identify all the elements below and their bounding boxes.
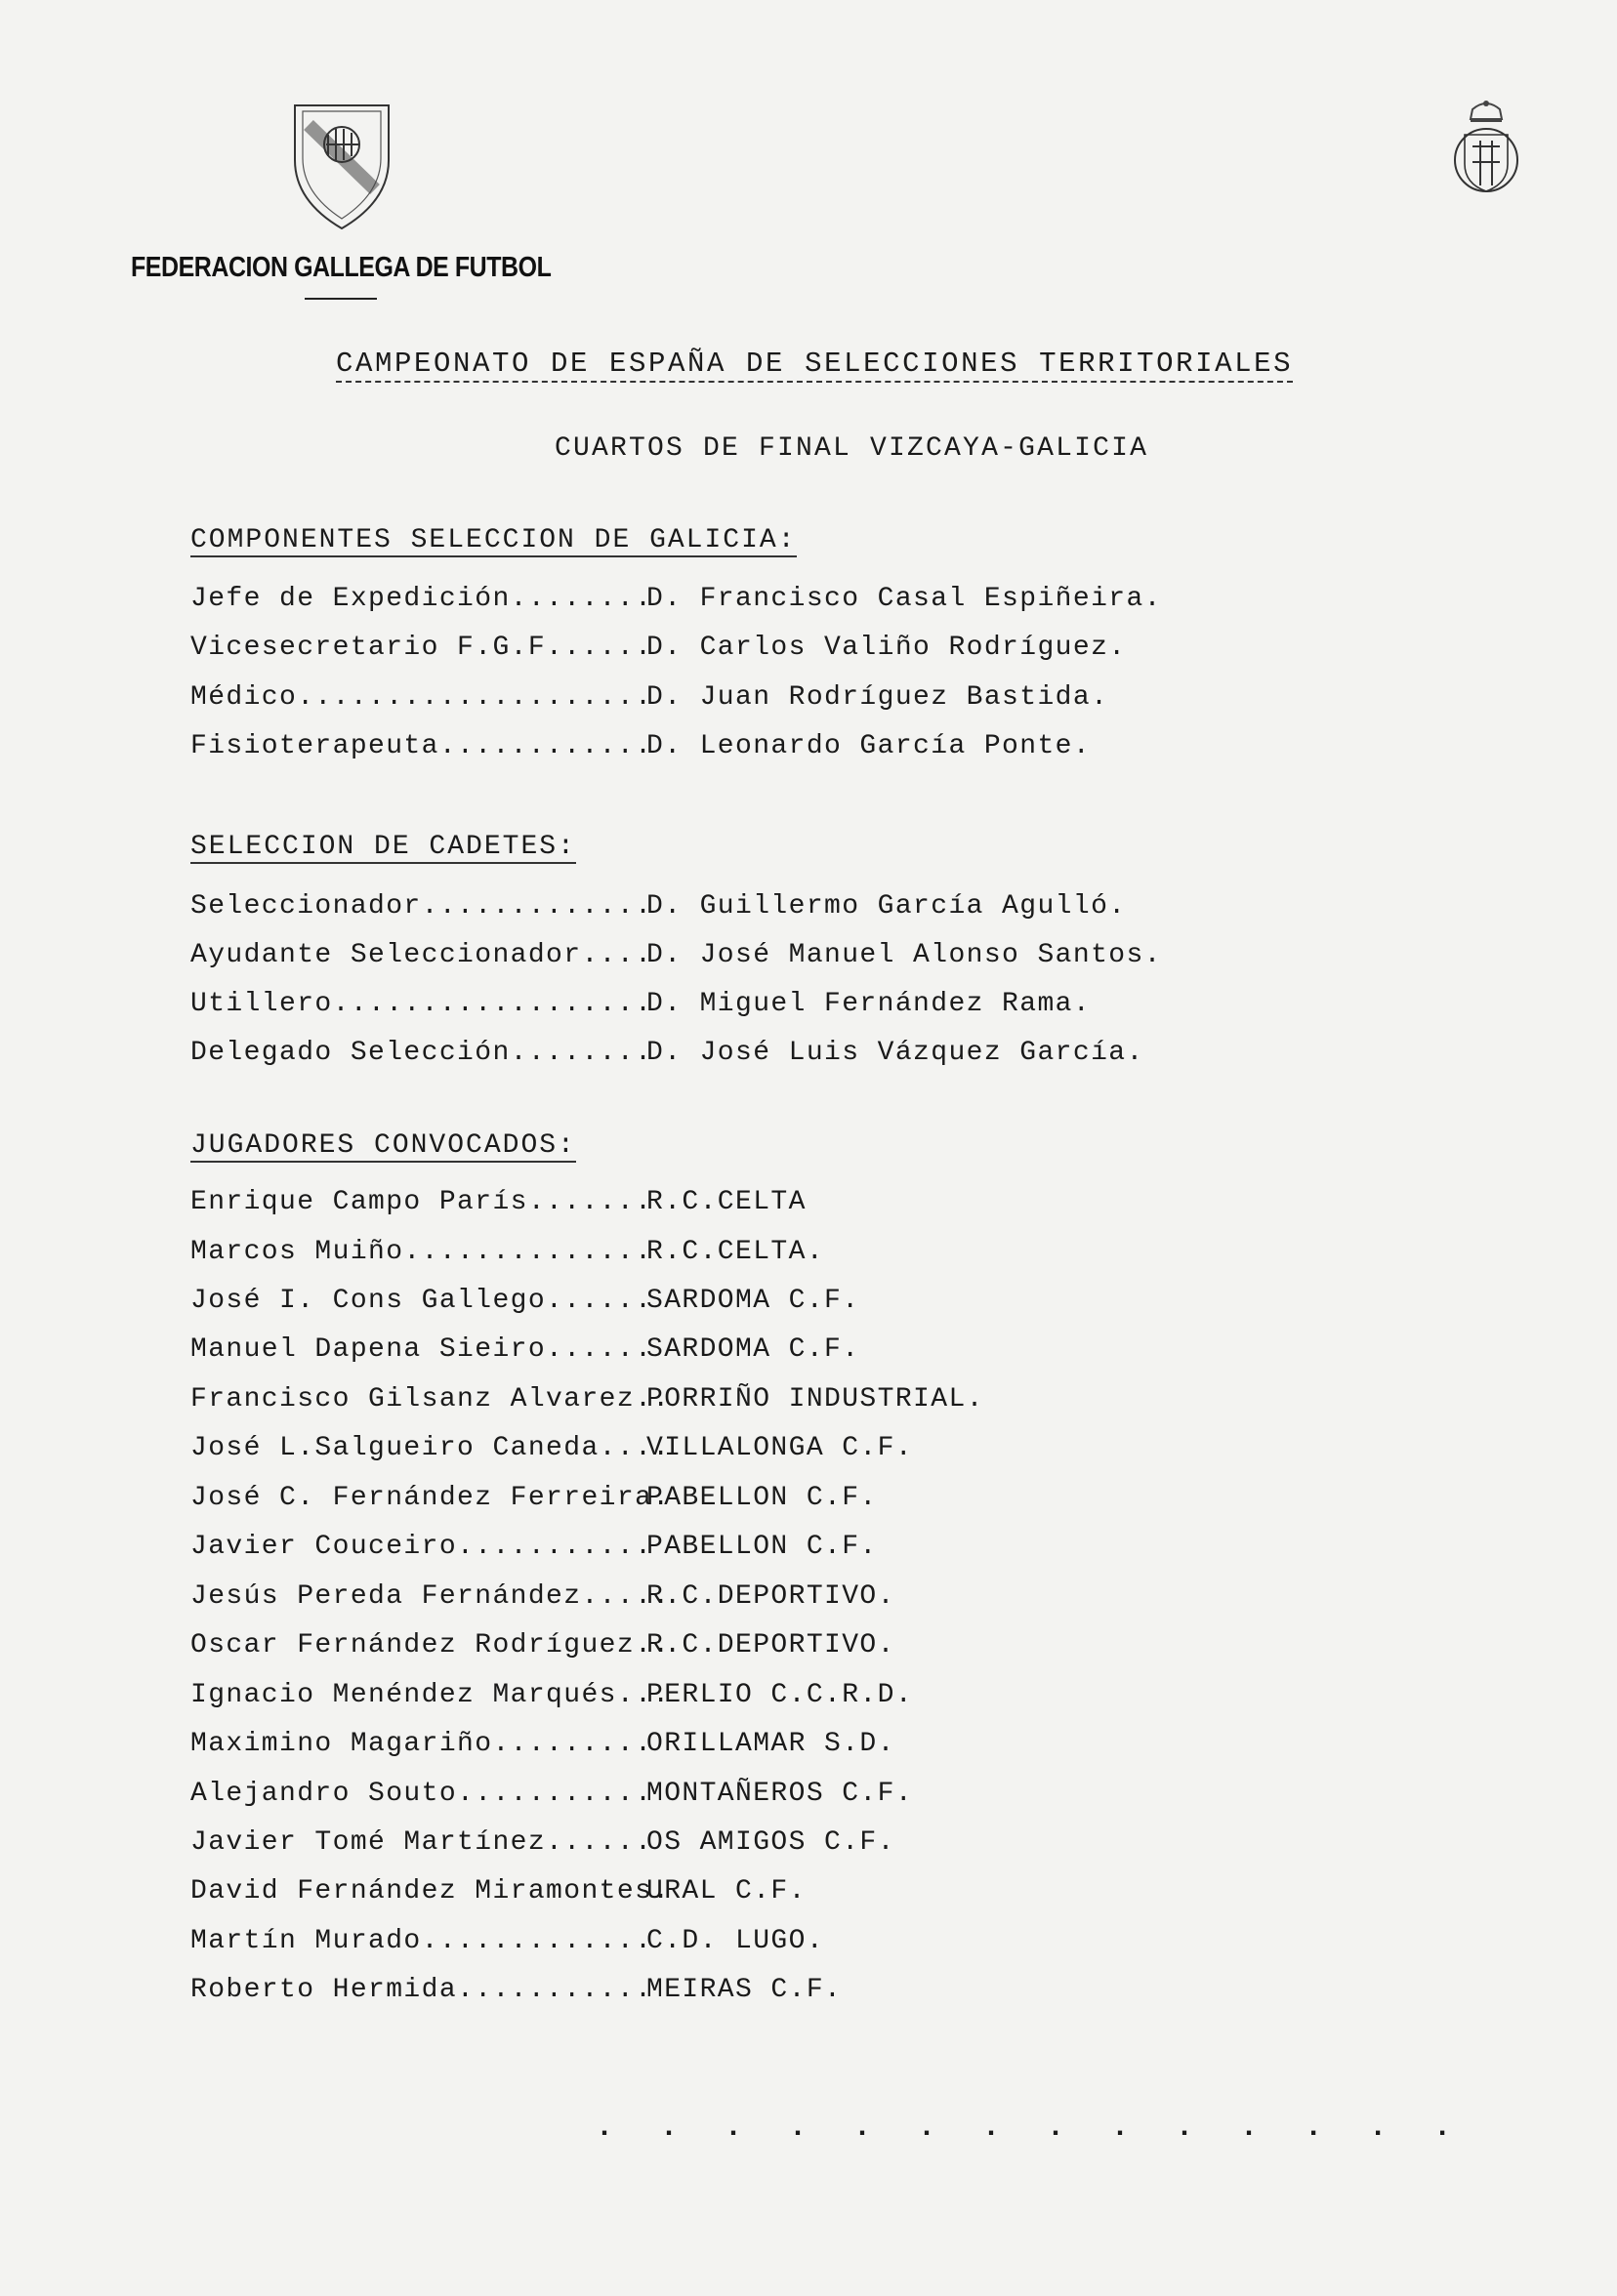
player-name: Roberto Hermida........... bbox=[190, 1975, 653, 2005]
player-row bbox=[190, 1827, 895, 1866]
player-name: Martín Murado............. bbox=[190, 1926, 653, 1956]
player-name: Alejandro Souto........... bbox=[190, 1779, 653, 1809]
cadets-role: Ayudante Seleccionador.... bbox=[190, 940, 653, 970]
spanish-federation-emblem-logo bbox=[1443, 96, 1529, 197]
staff-row bbox=[190, 584, 1162, 623]
player-name: Javier Couceiro........... bbox=[190, 1532, 653, 1562]
staff-row bbox=[190, 731, 1092, 770]
player-club: R.C.CELTA. bbox=[646, 1237, 825, 1267]
player-club: C.D. LUGO. bbox=[646, 1926, 825, 1956]
player-club: VILLALONGA C.F. bbox=[646, 1433, 914, 1463]
staff-role: Jefe de Expedición........ bbox=[190, 584, 653, 614]
player-name: Manuel Dapena Sieiro...... bbox=[190, 1334, 653, 1365]
cadets-row bbox=[190, 1038, 1144, 1077]
player-club: ORILLAMAR S.D. bbox=[646, 1729, 895, 1759]
galician-federation-shield-logo bbox=[289, 100, 394, 232]
cadets-role: Utillero.................. bbox=[190, 989, 653, 1019]
player-name: Javier Tomé Martínez...... bbox=[190, 1827, 653, 1858]
player-row bbox=[190, 1483, 878, 1522]
player-name: Oscar Fernández Rodríguez.. bbox=[190, 1630, 671, 1660]
player-club: PABELLON C.F. bbox=[646, 1532, 878, 1562]
staff-role: Médico.................... bbox=[190, 682, 653, 713]
player-name: Marcos Muiño.............. bbox=[190, 1237, 653, 1267]
player-club: PABELLON C.F. bbox=[646, 1483, 878, 1513]
cadets-section-heading: SELECCION DE CADETES: bbox=[190, 832, 576, 862]
staff-role: Vicesecretario F.G.F...... bbox=[190, 633, 653, 663]
federation-name: FEDERACION GALLEGA DE FUTBOL bbox=[131, 252, 552, 283]
player-club: SARDOMA C.F. bbox=[646, 1334, 860, 1365]
player-name: José I. Cons Gallego...... bbox=[190, 1286, 653, 1316]
closing-dot-leader: . . . . . . . . . . . . . . bbox=[596, 2112, 1467, 2145]
player-name: Francisco Gilsanz Alvarez.. bbox=[190, 1384, 671, 1414]
cadets-role: Delegado Selección........ bbox=[190, 1038, 653, 1068]
staff-name: D. Francisco Casal Espiñeira. bbox=[646, 584, 1162, 614]
staff-name: D. Leonardo García Ponte. bbox=[646, 731, 1092, 761]
player-name: José C. Fernández Ferreira. bbox=[190, 1483, 671, 1513]
player-row bbox=[190, 1384, 984, 1423]
cadets-name: D. Miguel Fernández Rama. bbox=[646, 989, 1092, 1019]
player-club: R.C.DEPORTIVO. bbox=[646, 1581, 895, 1612]
cadets-row bbox=[190, 891, 1127, 930]
player-row bbox=[190, 1926, 825, 1965]
cadets-name: D. Guillermo García Agulló. bbox=[646, 891, 1127, 922]
staff-section-heading: COMPONENTES SELECCION DE GALICIA: bbox=[190, 525, 797, 555]
player-club: MEIRAS C.F. bbox=[646, 1975, 843, 2005]
player-club: R.C.CELTA bbox=[646, 1187, 807, 1217]
cadets-name: D. José Manuel Alonso Santos. bbox=[646, 940, 1162, 970]
document-title: CAMPEONATO DE ESPAÑA DE SELECCIONES TERRITORIALES bbox=[336, 348, 1293, 383]
player-club: URAL C.F. bbox=[646, 1876, 807, 1906]
federation-name-underline bbox=[305, 298, 377, 300]
player-row bbox=[190, 1581, 895, 1620]
player-name: David Fernández Miramontes. bbox=[190, 1876, 671, 1906]
player-row bbox=[190, 1680, 914, 1719]
player-club: SARDOMA C.F. bbox=[646, 1286, 860, 1316]
player-name: José L.Salgueiro Caneda.... bbox=[190, 1433, 671, 1463]
player-row bbox=[190, 1729, 895, 1768]
staff-name: D. Juan Rodríguez Bastida. bbox=[646, 682, 1109, 713]
player-row bbox=[190, 1876, 807, 1915]
player-club: PORRIÑO INDUSTRIAL. bbox=[646, 1384, 984, 1414]
player-club: MONTAÑEROS C.F. bbox=[646, 1779, 914, 1809]
player-name: Jesús Pereda Fernández..... bbox=[190, 1581, 671, 1612]
player-name: Maximino Magariño......... bbox=[190, 1729, 653, 1759]
cadets-row bbox=[190, 989, 1092, 1028]
player-club: R.C.DEPORTIVO. bbox=[646, 1630, 895, 1660]
player-name: Ignacio Menéndez Marqués... bbox=[190, 1680, 671, 1710]
staff-name: D. Carlos Valiño Rodríguez. bbox=[646, 633, 1127, 663]
player-row bbox=[190, 1433, 914, 1472]
staff-role: Fisioterapeuta............ bbox=[190, 731, 653, 761]
player-name: Enrique Campo París....... bbox=[190, 1187, 653, 1217]
cadets-name: D. José Luis Vázquez García. bbox=[646, 1038, 1144, 1068]
player-row bbox=[190, 1286, 860, 1325]
document-subtitle: CUARTOS DE FINAL VIZCAYA-GALICIA bbox=[555, 433, 1149, 464]
staff-row bbox=[190, 633, 1127, 672]
player-row bbox=[190, 1334, 860, 1374]
player-row bbox=[190, 1630, 895, 1669]
player-row bbox=[190, 1975, 843, 2014]
cadets-row bbox=[190, 940, 1162, 979]
players-section-heading: JUGADORES CONVOCADOS: bbox=[190, 1130, 576, 1161]
player-row bbox=[190, 1532, 878, 1571]
player-row bbox=[190, 1187, 807, 1226]
cadets-role: Seleccionador............. bbox=[190, 891, 653, 922]
player-row bbox=[190, 1237, 825, 1276]
player-club: OS AMIGOS C.F. bbox=[646, 1827, 895, 1858]
player-club: PERLIO C.C.R.D. bbox=[646, 1680, 914, 1710]
player-row bbox=[190, 1779, 914, 1818]
staff-row bbox=[190, 682, 1109, 721]
